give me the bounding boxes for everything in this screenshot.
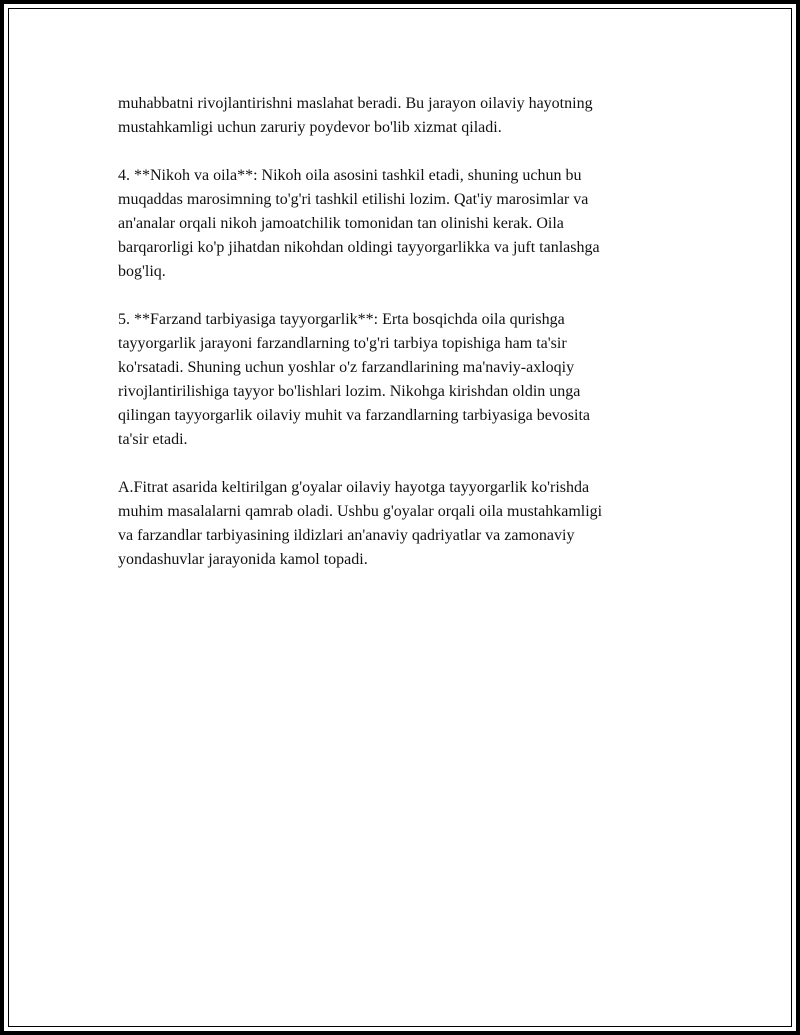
paragraph-continuation: muhabbatni rivojlantirishni maslahat beradi. Bu jarayon oilaviy hayotning mustahkamligi uchun zaruriy poydevor bo'lib xizmat qiladi. xyxy=(118,95,593,136)
paragraph-farzand-tarbiyasi: 5. **Farzand tarbiyasiga tayyorgarlik**: Erta bosqichda oila qurishga tayyorgarlik jarayoni farzandlarning to'g'ri tarbiya topishiga ham ta'sir ko'rsatadi. Shuning uchun yoshlar o'z farzandlarining ma'naviy-axloqiy rivojlantirilishiga tayyor bo'lishlari lozim. Nikohga kirishdan oldin unga qilingan tayyorgarlik oilaviy muhit va farzandlarning tarbiyasiga bevosita ta'sir etadi. xyxy=(118,311,591,448)
paragraph-conclusion: A.Fitrat asarida keltirilgan g'oyalar oilaviy hayotga tayyorgarlik ko'rishda muhim masalalarni qamrab oladi. Ushbu g'oyalar orqali oila mustahkamligi va farzandlar tarbiyasining ildizlari an'anaviy qadriyatlar va zamonaviy yondashuvlar jarayonida kamol topadi. xyxy=(118,479,603,568)
paragraph-nikoh-va-oila: 4. **Nikoh va oila**: Nikoh oila asosini tashkil etadi, shuning uchun bu muqaddas marosimning to'g'ri tashkil etilishi lozim. Qat'iy marosimlar va an'analar orqali nikoh jamoatchilik tomonidan tan olinishi kerak. Oila barqarorligi ko'p jihatdan nikohdan oldingi tayyorgarlikka va juft tanlashga bog'liq. xyxy=(118,167,600,280)
document-body xyxy=(118,92,678,596)
